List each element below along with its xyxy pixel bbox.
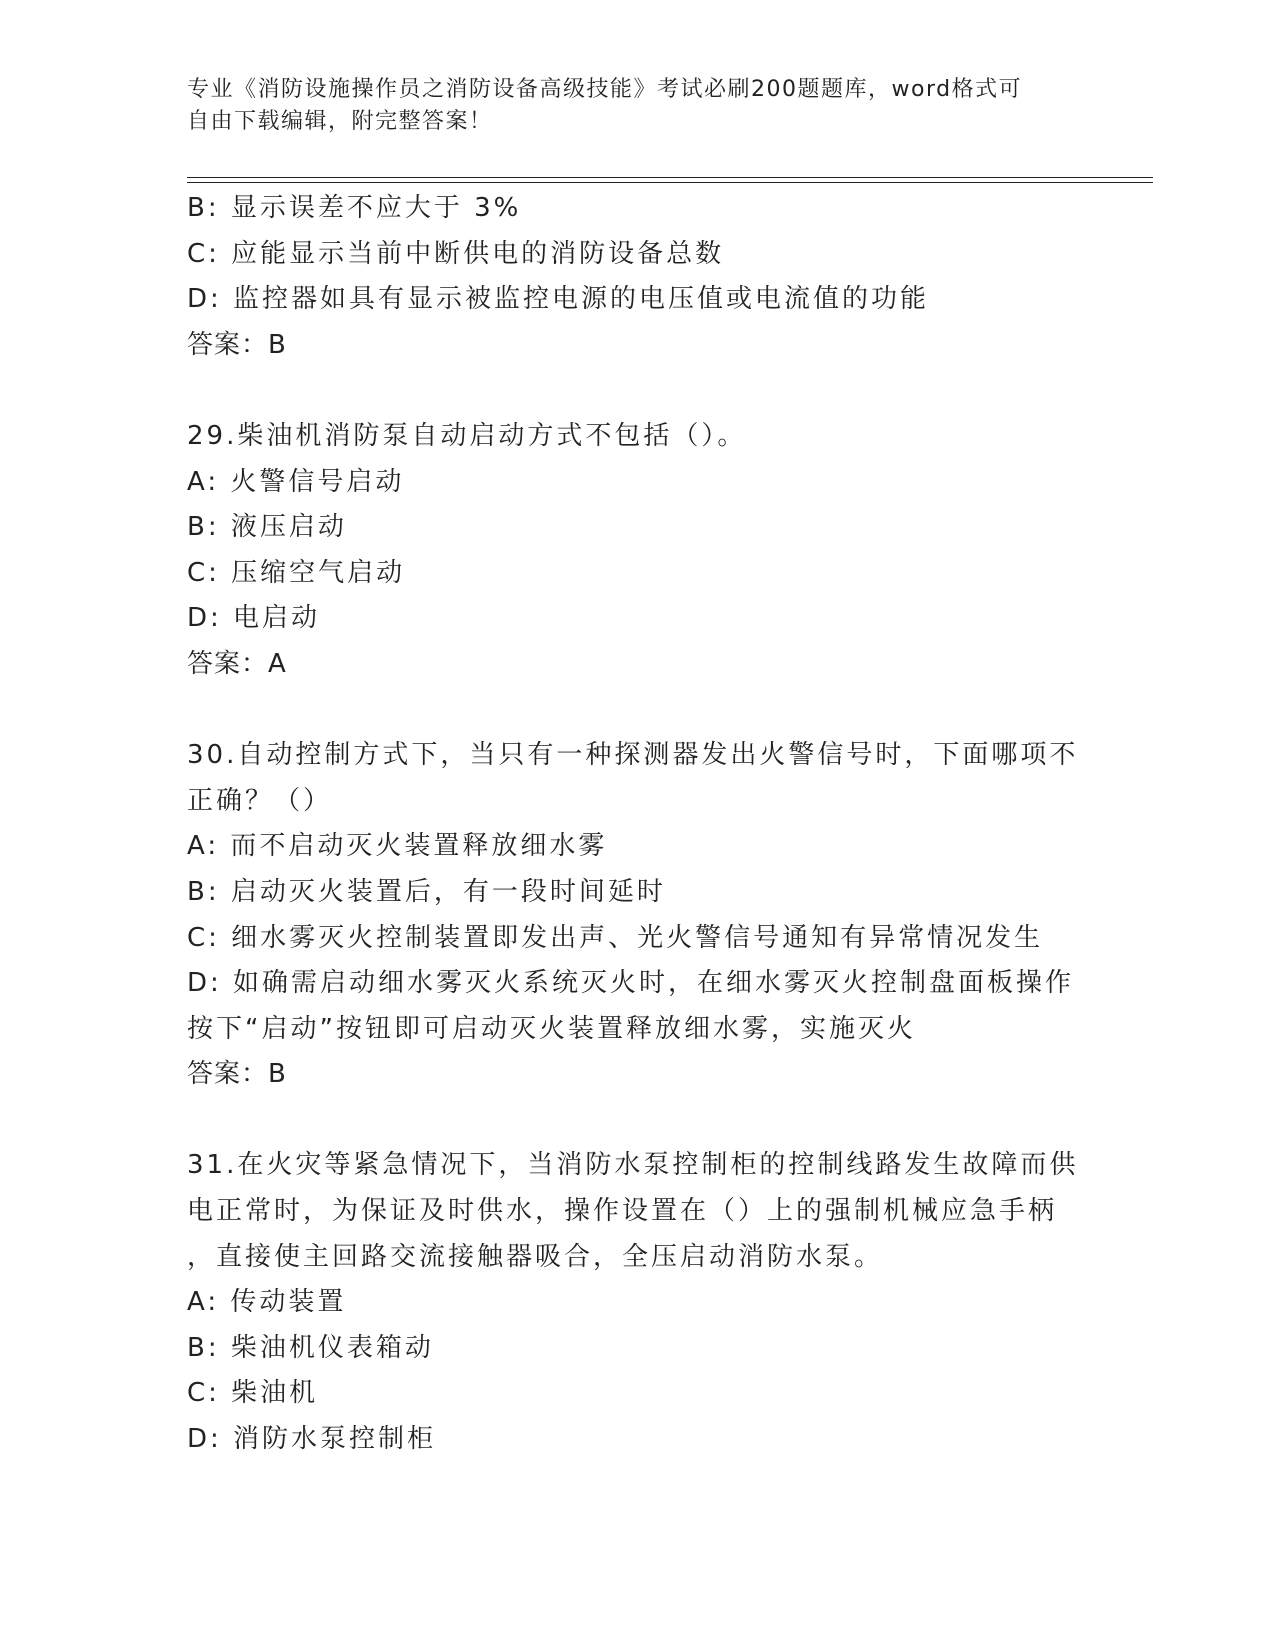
option-d: D: 监控器如具有显示被监控电源的电压值或电流值的功能 (187, 284, 930, 315)
question-list (187, 186, 1087, 1463)
option-d: D: 如确需启动细水雾灭火系统灭火时，在细水雾灭火控制盘面板操作 (187, 968, 1075, 999)
answer-label: 答案： (187, 1059, 269, 1090)
header-divider-bottom (187, 182, 1153, 183)
answer-line (187, 642, 1087, 688)
question-stem: 31.在火灾等紧急情况下，当消防水泵控制柜的控制线路发生故障而供 (187, 1150, 1079, 1181)
header-divider-top (187, 177, 1153, 178)
question-stem-continued: 电正常时，为保证及时供水，操作设置在（）上的强制机械应急手柄 (187, 1196, 1058, 1227)
question-28-continued (187, 186, 1087, 368)
answer-label: 答案： (187, 329, 269, 360)
option-c: C: 压缩空气启动 (187, 557, 406, 588)
answer-label: 答案： (187, 648, 269, 679)
question-stem: 30.自动控制方式下，当只有一种探测器发出火警信号时，下面哪项不 (187, 740, 1079, 771)
spacer (187, 688, 1087, 734)
option-c: C: 应能显示当前中断供电的消防设备总数 (187, 238, 725, 269)
header-title-line-1: 专业《消防设施操作员之消防设备高级技能》考试必刷200题题库，word格式可 (187, 77, 1023, 102)
option-a: A: 火警信号启动 (187, 466, 405, 497)
answer-value: B (268, 329, 287, 360)
option-c: C: 柴油机 (187, 1378, 319, 1409)
question-30 (187, 733, 1087, 1098)
document-header (187, 74, 1067, 138)
option-b: B: 柴油机仪表箱动 (187, 1332, 434, 1363)
option-d: D: 电启动 (187, 603, 321, 634)
header-title-line-2: 自由下载编辑，附完整答案！ (187, 109, 493, 134)
option-b: B: 液压启动 (187, 512, 347, 543)
question-31 (187, 1143, 1087, 1462)
option-b: B: 启动灭火装置后，有一段时间延时 (187, 876, 666, 907)
spacer (187, 1098, 1087, 1144)
spacer (187, 368, 1087, 414)
option-a: A: 传动装置 (187, 1287, 347, 1318)
answer-line (187, 323, 1087, 369)
option-a: A: 而不启动灭火装置释放细水雾 (187, 831, 608, 862)
question-29 (187, 414, 1087, 688)
question-stem: 29.柴油机消防泵自动启动方式不包括（）。 (187, 420, 747, 451)
option-c: C: 细水雾灭火控制装置即发出声、光火警信号通知有异常情况发生 (187, 922, 1044, 953)
question-stem-continued: 正确？（） (187, 785, 333, 816)
answer-value: B (268, 1059, 287, 1090)
option-d-continued: 按下“启动”按钮即可启动灭火装置释放细水雾，实施灭火 (187, 1013, 916, 1044)
option-b: B: 显示误差不应大于 3% (187, 193, 522, 223)
answer-value: A (268, 648, 287, 679)
question-stem-continued: ，直接使主回路交流接触器吸合，全压启动消防水泵。 (187, 1241, 884, 1272)
option-d: D: 消防水泵控制柜 (187, 1424, 437, 1455)
answer-line (187, 1052, 1087, 1098)
